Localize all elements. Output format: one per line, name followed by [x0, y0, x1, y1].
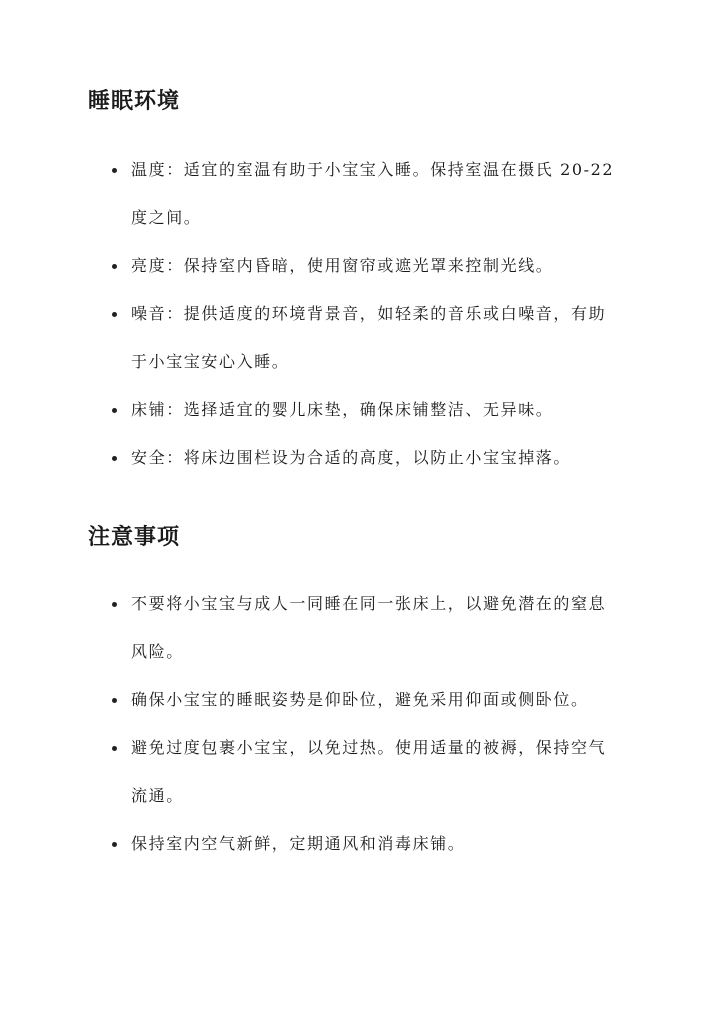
list-item [0, 242, 621, 290]
list-item-text: 不要将小宝宝与成人一同睡在同一张床上，以避免潜在的窒息风险。 [131, 594, 607, 661]
list-item-text: 保持室内空气新鲜，定期通风和消毒床铺。 [131, 834, 466, 853]
list-item-text: 确保小宝宝的睡眠姿势是仰卧位，避免采用仰面或侧卧位。 [131, 690, 589, 709]
bullet-icon [112, 602, 117, 607]
list-item-text: 亮度：保持室内昏暗，使用窗帘或遮光罩来控制光线。 [131, 256, 554, 275]
sleep-environment-list [0, 146, 621, 482]
list-item-text: 避免过度包裹小宝宝，以免过热。使用适量的被褥，保持空气流通。 [131, 738, 607, 805]
list-item [0, 580, 621, 676]
bullet-icon [112, 698, 117, 703]
bullet-icon [112, 312, 117, 317]
list-item-text: 安全：将床边围栏设为合适的高度，以防止小宝宝掉落。 [131, 448, 572, 467]
list-item [0, 386, 621, 434]
bullet-icon [112, 408, 117, 413]
bullet-icon [112, 746, 117, 751]
list-item-text: 噪音：提供适度的环境背景音，如轻柔的音乐或白噪音，有助于小宝宝安心入睡。 [131, 304, 607, 371]
list-item [0, 434, 621, 482]
list-item [0, 146, 621, 242]
list-item [0, 290, 621, 386]
section-title-sleep-environment: 睡眠环境 [88, 88, 181, 114]
list-item [0, 676, 621, 724]
list-item [0, 724, 621, 820]
list-item-text: 床铺：选择适宜的婴儿床垫，确保床铺整洁、无异味。 [131, 400, 554, 419]
section-title-precautions: 注意事项 [88, 524, 181, 550]
precautions-list [0, 580, 621, 868]
bullet-icon [112, 168, 117, 173]
list-item [0, 820, 621, 868]
bullet-icon [112, 456, 117, 461]
bullet-icon [112, 264, 117, 269]
bullet-icon [112, 842, 117, 847]
list-item-text: 温度：适宜的室温有助于小宝宝入睡。保持室温在摄氏 20-22 度之间。 [131, 160, 615, 227]
